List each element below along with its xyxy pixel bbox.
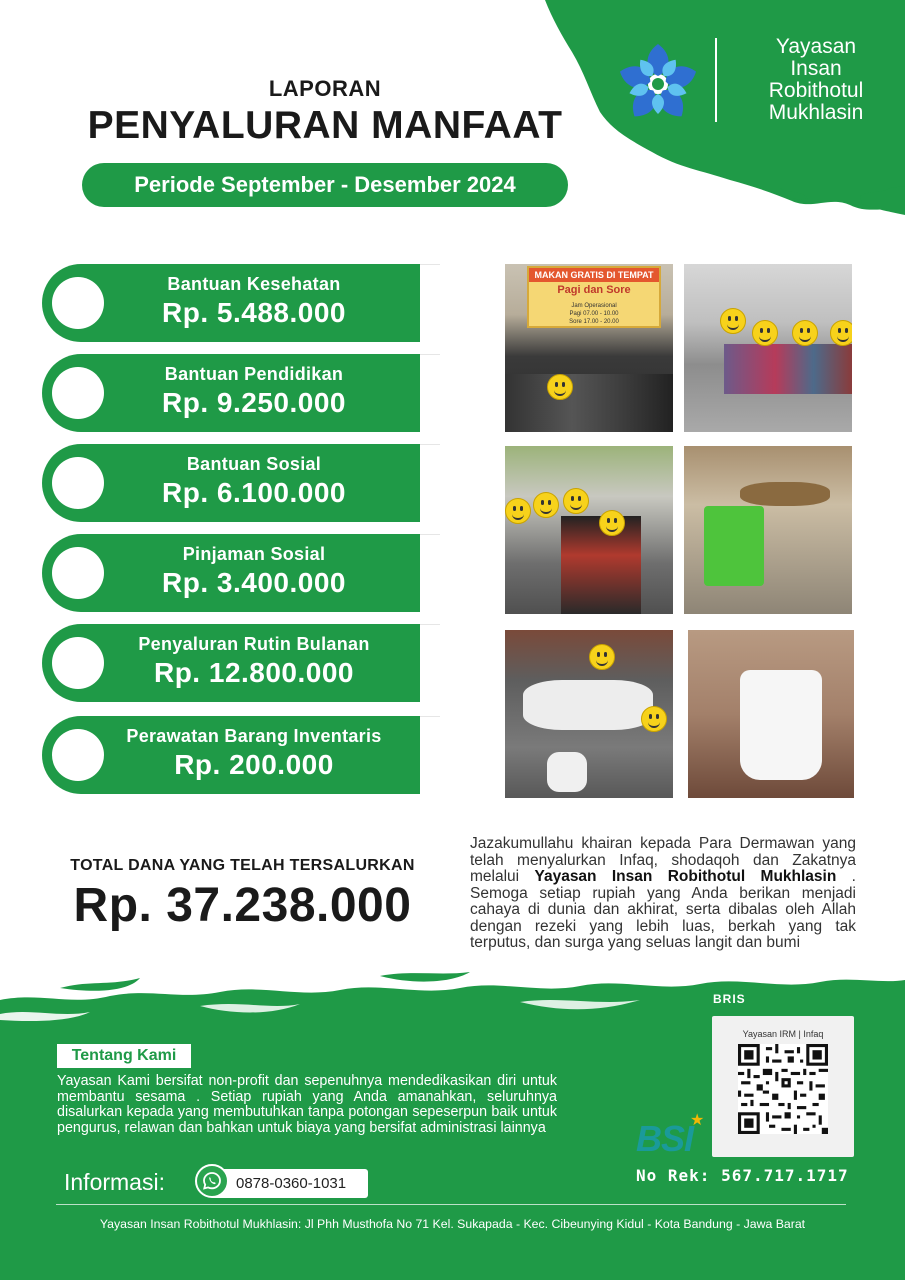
foundation-name-line4: Mukhlasin — [768, 101, 864, 124]
smiley-face-icon — [720, 308, 746, 334]
foundation-name-line2: Insan — [790, 57, 842, 80]
smiley-face-icon — [752, 320, 778, 346]
bris-logo: BRIS — [713, 992, 746, 1006]
benefit-card-inventaris — [42, 716, 420, 794]
thanks-message — [470, 836, 856, 952]
card-divider-line — [420, 444, 440, 445]
sign-hours-evening: Sore 17.00 - 20.00 — [569, 319, 619, 325]
benefit-icon-circle — [52, 457, 104, 509]
photo-green-bucket — [704, 506, 764, 586]
smiley-face-icon — [547, 374, 573, 400]
phone-number: 0878-0360-1031 — [236, 1175, 347, 1192]
sign-main-text: Pagi dan Sore — [557, 284, 631, 296]
benefit-card-pinjaman — [42, 534, 420, 612]
smiley-face-icon — [641, 706, 667, 732]
photo-food-tray — [740, 482, 830, 506]
benefit-amount: Rp. 200.000 — [174, 749, 334, 780]
whatsapp-glyph-icon — [197, 1166, 227, 1196]
photo-food-packages — [505, 630, 673, 798]
total-label: TOTAL DANA YANG TELAH TERSALURKAN — [70, 857, 415, 874]
photo-food-preparation — [684, 446, 852, 614]
smiley-face-icon — [792, 320, 818, 346]
report-label: LAPORAN — [268, 76, 382, 101]
foundation-name-line1: Yayasan — [775, 35, 857, 58]
smiley-face-icon — [599, 510, 625, 536]
qr-title: Yayasan IRM | Infaq — [742, 1029, 824, 1039]
card-divider-line — [420, 534, 440, 535]
thanks-text-end: . Semoga setiap rupiah yang Anda berikan menjadi cahaya di dunia dan akhirat, serta dibalas oleh Allah dengan rezeki yang lebih luas, berkah yang tak terputus, dan surga yang seluas langit dan bumi — [470, 868, 856, 951]
benefit-title: Bantuan Sosial — [186, 454, 322, 474]
whatsapp-icon — [195, 1164, 229, 1198]
photo-white-bags — [523, 680, 653, 730]
qris-code-icon — [738, 1044, 828, 1134]
footer-divider — [56, 1204, 846, 1205]
photo-people-eating — [684, 264, 852, 432]
bsi-star-icon: ★ — [690, 1112, 705, 1129]
card-divider-line — [420, 716, 440, 717]
report-title: PENYALURAN MANFAAT — [87, 104, 563, 147]
sign-hours-title: Jam Operasional — [571, 303, 617, 309]
benefit-icon-circle — [52, 367, 104, 419]
about-us-label: Tentang Kami — [57, 1044, 191, 1068]
benefit-title: Pinjaman Sosial — [182, 544, 326, 564]
logo-divider — [715, 38, 717, 122]
total-amount: Rp. 37.238.000 — [73, 879, 412, 932]
benefit-card-sosial — [42, 444, 420, 522]
benefit-card-rutin-bulanan — [42, 624, 420, 702]
foundation-name-line3: Robithotul — [768, 79, 864, 102]
photo-white-bag — [547, 752, 587, 792]
foundation-name — [736, 36, 896, 124]
info-label: Informasi: — [64, 1169, 165, 1195]
benefit-title: Penyaluran Rutin Bulanan — [138, 634, 370, 654]
benefit-amount: Rp. 6.100.000 — [162, 477, 346, 508]
smiley-face-icon — [830, 320, 852, 346]
photo-crowd — [505, 374, 673, 432]
benefit-amount: Rp. 3.400.000 — [162, 567, 346, 598]
card-divider-line — [420, 264, 440, 265]
benefit-icon-circle — [52, 729, 104, 781]
foundation-address: Yayasan Insan Robithotul Mukhlasin: Jl Phh Musthofa No 71 Kel. Sukapada - Kec. Cibeunying Kidul - Kota Bandung - Jawa Barat — [99, 1217, 806, 1231]
thanks-org-name: Yayasan Insan Robithotul Mukhlasin — [534, 868, 837, 885]
card-divider-line — [420, 354, 440, 355]
period-badge: Periode September - Desember 2024 — [82, 163, 568, 207]
benefit-icon-circle — [52, 547, 104, 599]
food-sign — [527, 266, 661, 328]
bsi-bank-logo: BSI — [636, 1118, 694, 1159]
photo-bag-handover — [688, 630, 854, 798]
smiley-face-icon — [505, 498, 531, 524]
benefit-card-pendidikan — [42, 354, 420, 432]
smiley-face-icon — [563, 488, 589, 514]
benefit-amount: Rp. 5.488.000 — [162, 297, 346, 328]
benefit-title: Bantuan Pendidikan — [164, 364, 344, 384]
photo-food-stall — [505, 264, 673, 432]
benefit-icon-circle — [52, 277, 104, 329]
smiley-face-icon — [589, 644, 615, 670]
account-number: No Rek: 567.717.1717 — [636, 1166, 849, 1185]
card-divider-line — [420, 624, 440, 625]
sign-heading: MAKAN GRATIS DI TEMPAT — [529, 268, 659, 282]
benefit-amount: Rp. 12.800.000 — [153, 657, 355, 688]
benefit-title: Perawatan Barang Inventaris — [126, 726, 382, 746]
photo-plastic-bag — [740, 670, 822, 780]
thanks-text-start: Jazakumullahu khairan kepada Para Dermawan yang telah menyalurkan Infaq, shodaqoh dan Zakatnya melalui — [470, 835, 856, 885]
sign-hours — [529, 302, 659, 326]
sign-hours-morning: Pagi 07.00 - 10.00 — [569, 311, 619, 317]
smiley-face-icon — [533, 492, 559, 518]
benefit-title: Bantuan Kesehatan — [167, 274, 341, 294]
benefit-icon-circle — [52, 637, 104, 689]
benefit-amount: Rp. 9.250.000 — [162, 387, 346, 418]
benefit-card-kesehatan — [42, 264, 420, 342]
photo-queue-street — [505, 446, 673, 614]
photo-people — [724, 344, 852, 394]
about-us-text: Yayasan Kami bersifat non-profit dan sepenuhnya mendedikasikan diri untuk membantu sesama . Setiap rupiah yang Anda amanahkan, seluruhnya disalurkan kepada yang membutuhkan tanpa potongan sepeserpun baik untuk pengurus, relawan dan bahkan untuk biaya yang bersifat administrasi lainnya — [57, 1073, 557, 1136]
